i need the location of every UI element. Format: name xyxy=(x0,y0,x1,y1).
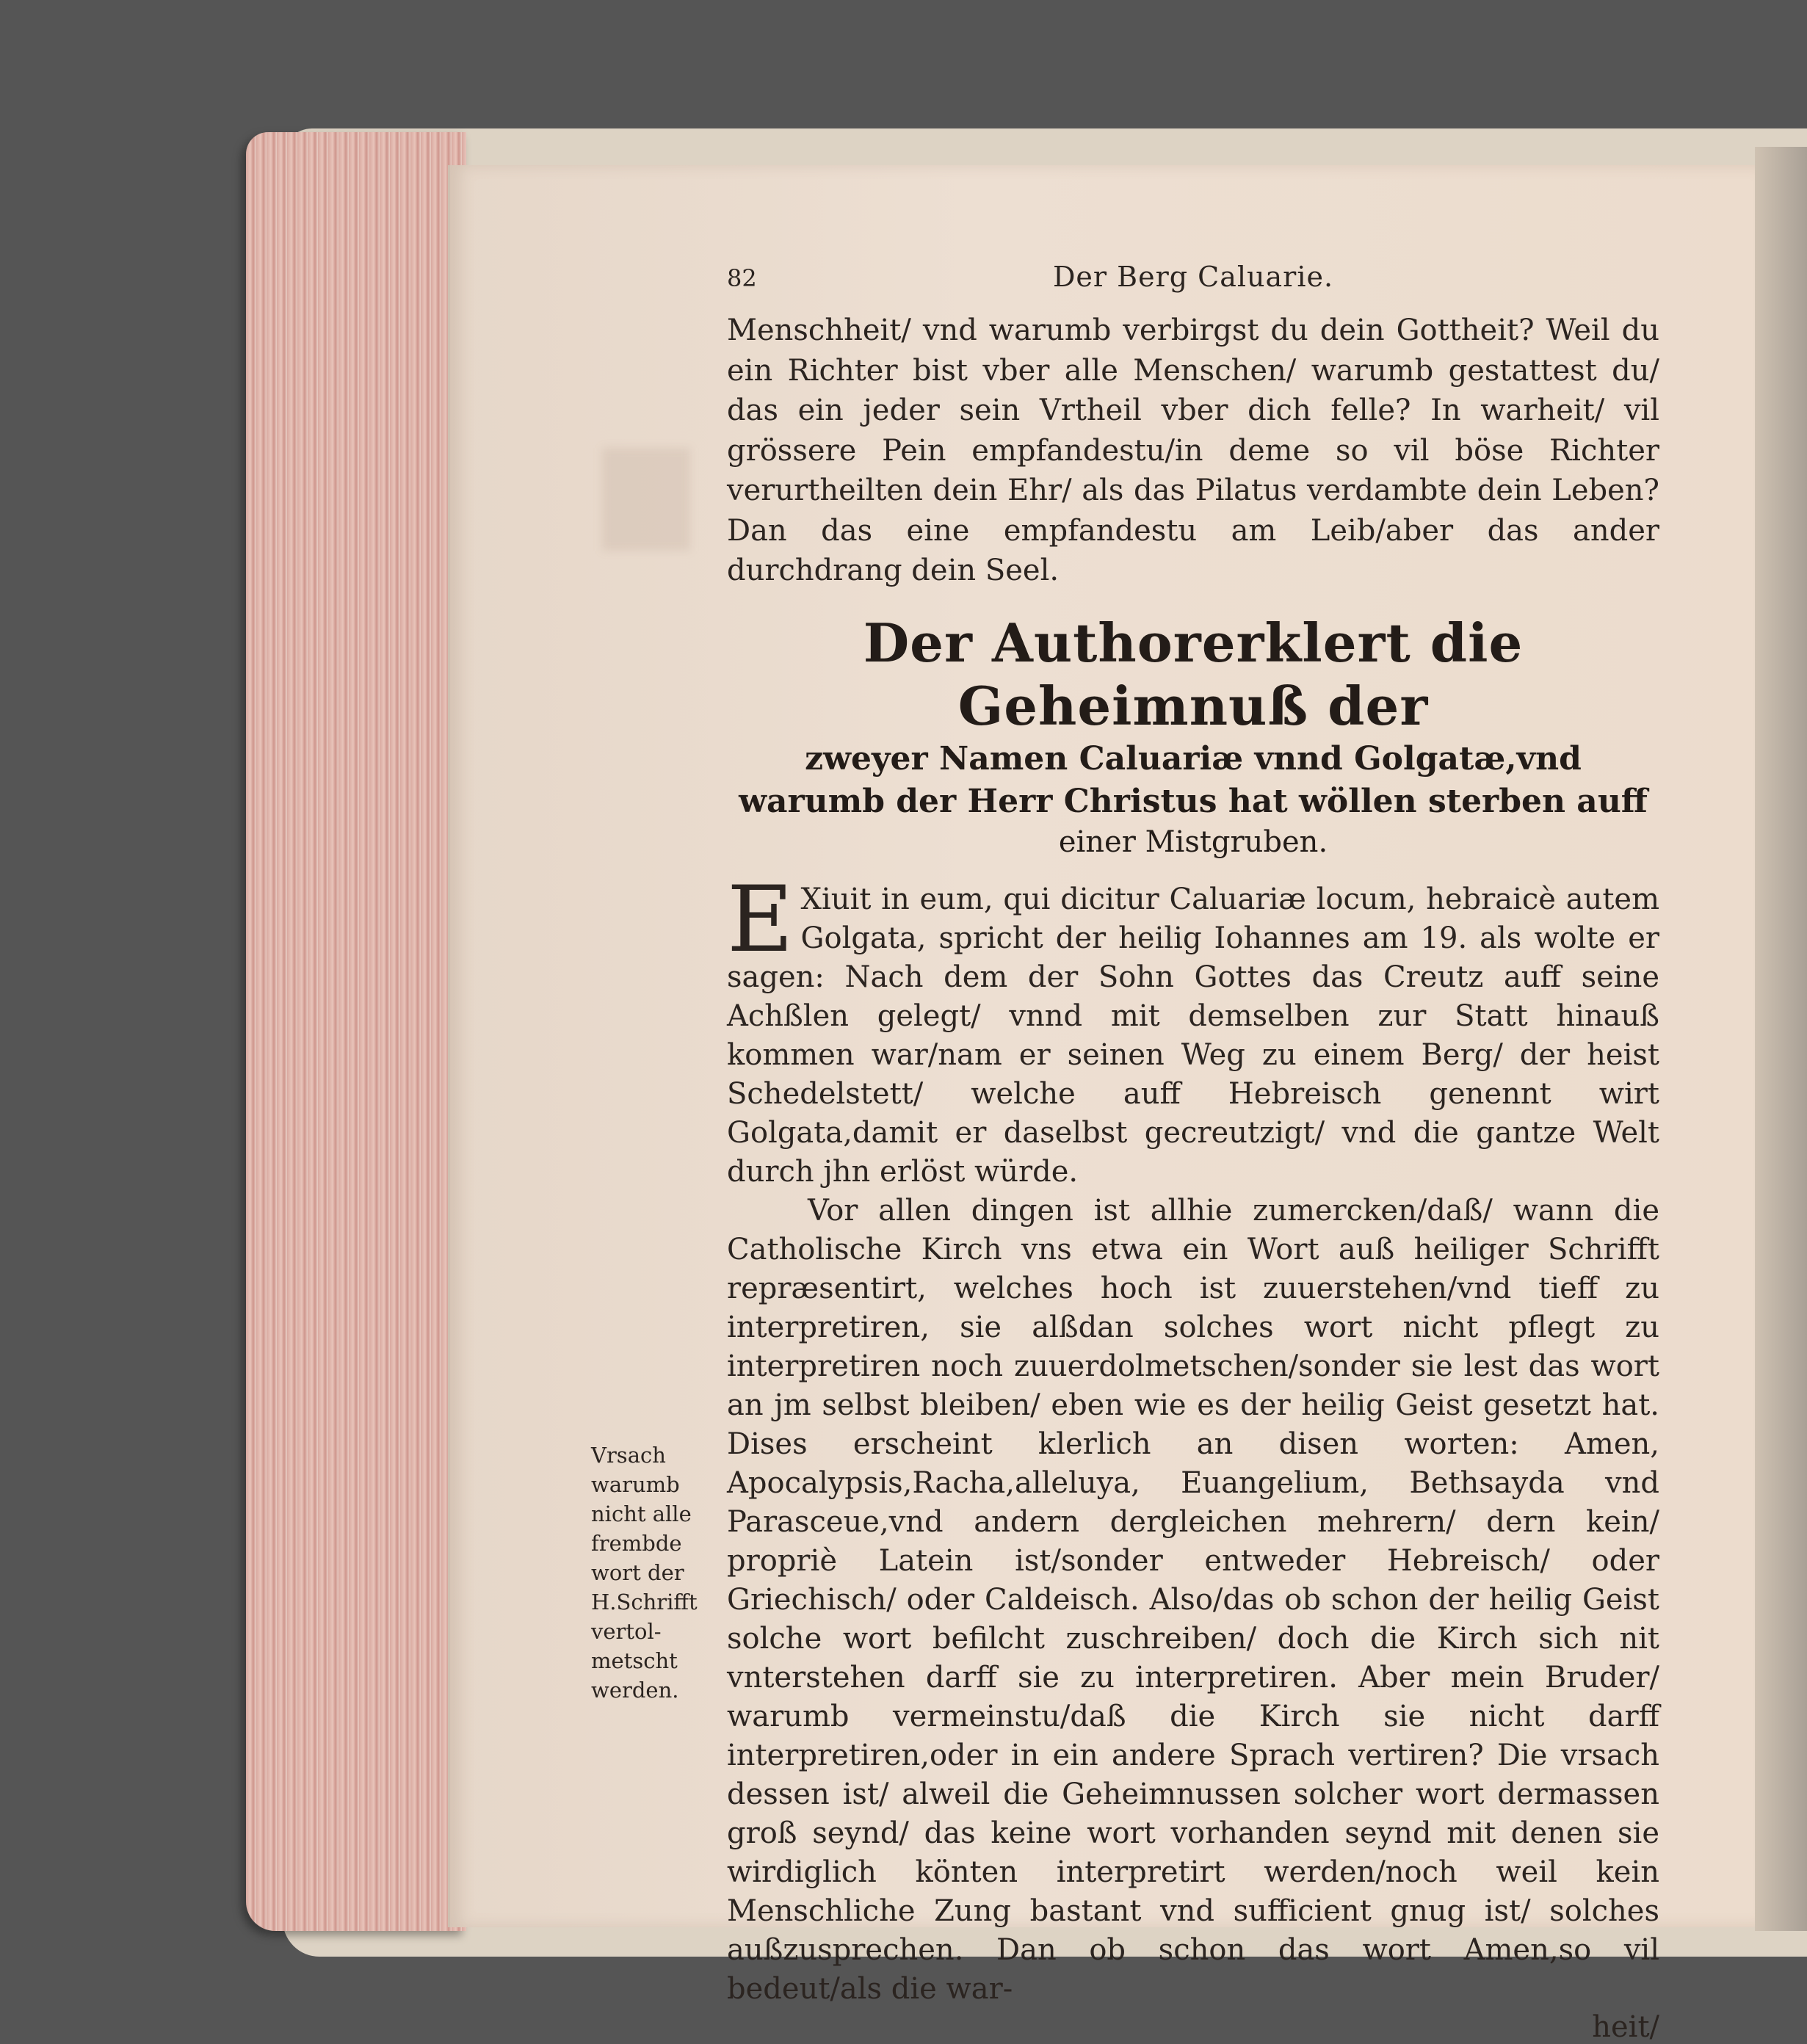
drop-cap: E xyxy=(727,866,794,973)
margin-note-line: frembde xyxy=(591,1531,682,1556)
page-header xyxy=(727,261,1659,297)
paragraph-1-text: Xiuit in eum, qui dicitur Caluariæ locum, hebraicè autem Golgata, spricht der heilig Iohannes am 19. als wolte er sagen: Nach dem der Sohn Gottes das Creutz auff seine Achßlen gelegt/ vnnd mit demselben zur Statt hinauß kommen war/nam er seinen Weg zu einem Berg/ der heist Schedelstett/ welche auff Hebreisch genennt wirt Golgata,damit er daselbst gecreutzigt/ vnd die gantze Welt durch jhn erlöst würde. xyxy=(727,882,1659,1189)
intro-paragraph: Menschheit/ vnd warumb verbirgst du dein Gottheit? Weil du ein Richter bist vber alle Menschen/ warumb gestattest du/ das ein jeder sein Vrtheil vber dich felle? In warheit/ vil grössere Pein empfandestu/in deme so vil böse Richter verurtheilten dein Ehr/ als das Pilatus verdambte dein Leben? Dan das eine empfandestu am Leib/aber das ander durchdrang dein Seel. xyxy=(727,314,1659,587)
page-number: 82 xyxy=(727,264,757,292)
ink-offset-stain xyxy=(602,448,690,551)
margin-note-line: vertol- xyxy=(591,1619,662,1644)
chapter-heading xyxy=(727,612,1659,861)
margin-note-line: warumb xyxy=(591,1472,680,1497)
facing-page-edge xyxy=(1755,147,1807,1931)
running-title: Der Berg Caluarie. xyxy=(1052,261,1334,293)
heading-line-3: einer Mistgruben. xyxy=(1058,825,1328,859)
margin-note-line: werden. xyxy=(591,1678,679,1703)
text-block xyxy=(727,261,1659,2044)
paragraph-2: Vor allen dingen ist allhie zumercken/daß/ wann die Catholische Kirch vns etwa ein Wort auß heiliger Schrifft repræsentirt, welches hoch ist zuuerstehen/vnd tieff zu interpretiren, sie alßdan solches wort nicht pflegt zu interpretiren noch zuuerdolmetschen/sonder sie lest das wort an jm selbst bleiben/ eben wie es der heilig Geist gesetzt hat. Dises erscheint klerlich an disen worten: Amen, Apocalypsis,Racha,alleluya, Euangelium, Bethsayda vnd Parasceue,vnd andern dergleichen mehrern/ dern kein/ propriè Latein ist/sonder entweder Hebreisch/ oder Griechisch/ oder Caldeisch. Also/das ob schon der heilig Geist solche wort befilcht zuschreiben/ doch die Kirch sich nit vnterstehen darff sie zu interpretiren. Aber mein Bruder/ warumb vermeinstu/daß die Kirch sie nicht darff interpretiren,oder in ein andere Sprach vertiren? Die vrsach dessen ist/ alweil die Geheimnussen solcher wort dermassen groß seynd/ das keine wort vorhanden seynd mit denen sie wirdiglich könten interpretirt werden/noch weil kein Menschliche Zung bastant vnd sufficient gnug ist/ solches außzusprechen. Dan ob schon das wort Amen,so vil bedeut/als die war- xyxy=(727,1193,1659,2006)
margin-note-line: wort der xyxy=(591,1560,684,1585)
page-edges xyxy=(246,132,466,1931)
margin-note xyxy=(591,1440,712,1705)
catchword: heit/ xyxy=(1592,2009,1659,2044)
heading-line-2: zweyer Namen Caluariæ vnnd Golgatæ,vnd warumb der Herr Christus hat wöllen sterben auff xyxy=(739,739,1648,820)
margin-note-line: H.Schrifft xyxy=(591,1590,698,1614)
margin-note-line: Vrsach xyxy=(591,1443,666,1468)
paragraph-1 xyxy=(727,866,1659,1192)
margin-note-line: nicht alle xyxy=(591,1501,692,1526)
margin-note-line: metscht xyxy=(591,1648,678,1673)
heading-line-1: Der Authorerklert die Geheimnuß der xyxy=(863,611,1524,737)
